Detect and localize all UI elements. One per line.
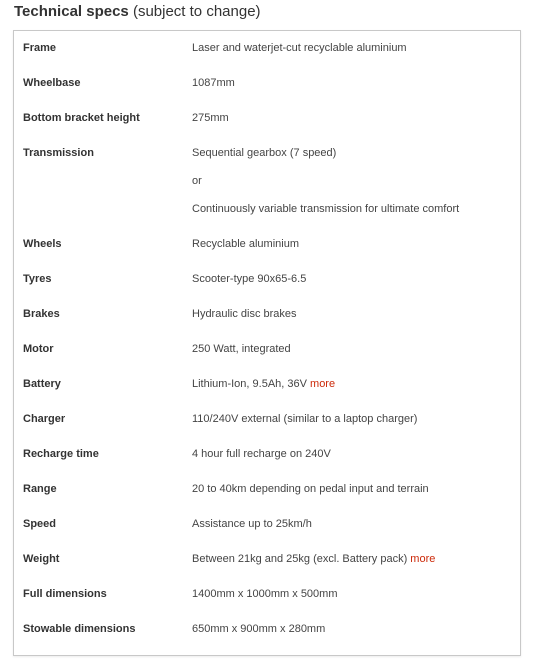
spec-value [192,622,325,636]
spec-value-text: Between 21kg and 25kg (excl. Battery pack) [192,553,408,565]
spec-label: Wheels [23,238,62,250]
spec-label: Stowable dimensions [23,623,136,635]
spec-value-text: Lithium-Ion, 9.5Ah, 36V [192,378,307,390]
spec-value [192,41,407,55]
spec-value-text: Assistance up to 25km/h [192,518,312,530]
spec-value-text: 250 Watt, integrated [192,343,291,355]
spec-value [192,412,417,426]
spec-value-text: Sequential gearbox (7 speed) [192,147,337,159]
spec-label: Charger [23,413,66,425]
spec-value [192,377,335,391]
spec-label: Battery [23,378,61,390]
spec-label: Bottom bracket height [23,112,140,124]
spec-value [192,111,229,125]
spec-value [192,146,336,160]
spec-value-text: 275mm [192,112,229,124]
specs-table [13,30,521,656]
spec-value-text: 4 hour full recharge on 240V [192,448,331,460]
spec-value [192,587,338,601]
spec-value [192,237,299,251]
spec-value-text: 1087mm [192,77,235,89]
spec-value [192,174,202,188]
spec-value [192,342,291,356]
spec-value [192,76,235,90]
spec-label: Full dimensions [23,588,107,600]
more-link[interactable]: more [410,553,436,565]
more-link[interactable]: more [310,378,336,390]
spec-value-text: 20 to 40km depending on pedal input and terrain [192,483,429,495]
spec-label: Transmission [23,147,94,159]
spec-value-text: or [192,175,202,187]
spec-value [192,482,429,496]
section-heading [14,2,261,22]
section-title: Technical specs [14,3,129,20]
spec-value-text: 1400mm x 1000mm x 500mm [192,588,338,600]
spec-value [192,307,297,321]
spec-label: Speed [23,518,57,530]
spec-label: Brakes [23,308,60,320]
spec-value-text: Recyclable aluminium [192,238,299,250]
spec-label: Frame [23,42,57,54]
spec-value-text: Hydraulic disc brakes [192,308,297,320]
spec-value-text: Scooter-type 90x65-6.5 [192,273,307,285]
spec-value [192,272,306,286]
spec-label: Range [23,483,57,495]
spec-value-text: 650mm x 900mm x 280mm [192,623,326,635]
section-subtitle: (subject to change) [132,3,261,20]
spec-value-text: Laser and waterjet-cut recyclable aluminium [192,42,407,54]
spec-value-text: 110/240V external (similar to a laptop charger) [192,413,418,425]
spec-value [192,517,312,531]
spec-label: Motor [23,343,54,355]
spec-value [192,202,459,216]
spec-label: Tyres [23,273,52,285]
spec-label: Wheelbase [23,77,81,89]
spec-value-text: Continuously variable transmission for ultimate comfort [192,203,460,215]
spec-value [192,447,331,461]
spec-label: Recharge time [23,448,99,460]
spec-label: Weight [23,553,60,565]
spec-value [192,552,435,566]
